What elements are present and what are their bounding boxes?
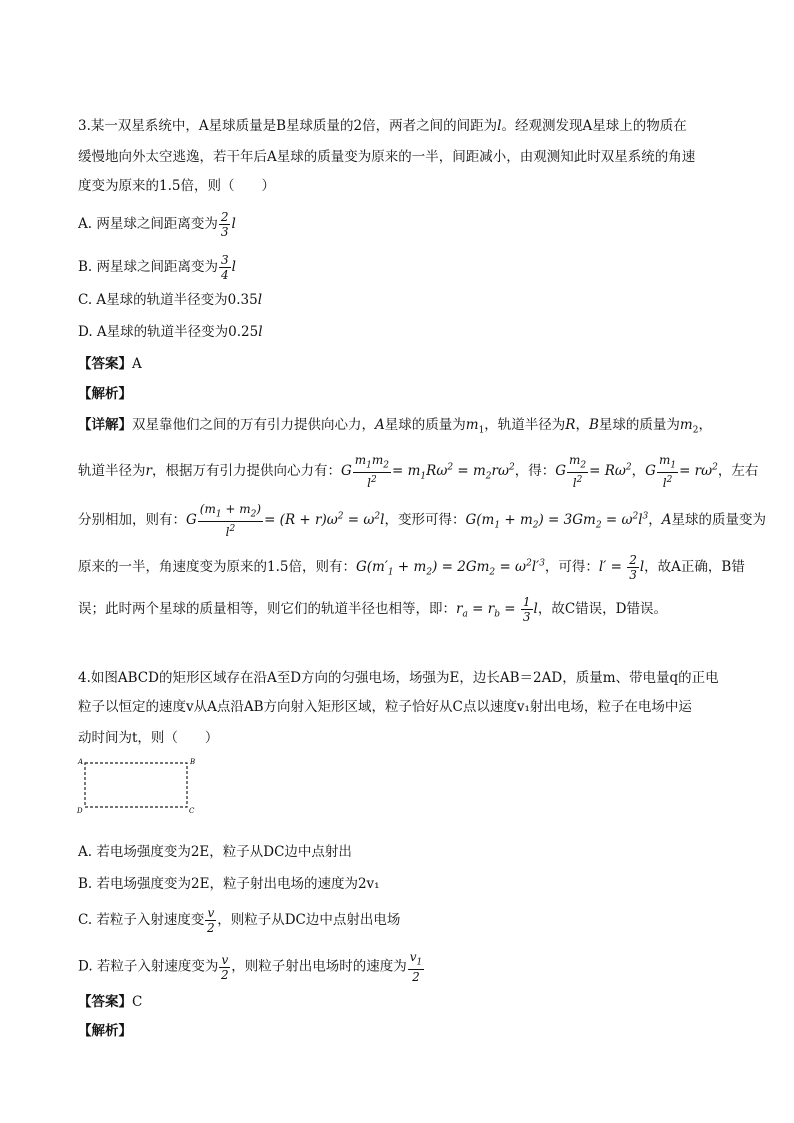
q4-option-c-text: C. 若粒子入射速度变 xyxy=(78,912,205,928)
q4-answer-value: C xyxy=(132,994,143,1010)
q4-stem-line2: 粒子以恒定的速度v从A点沿AB方向射入矩形区域，粒子恰好从C点以速度v₁射出电场，粒子在电场中运 xyxy=(78,699,692,715)
q3-detail-text: 星球的质量为 xyxy=(598,417,680,433)
q4-answer xyxy=(78,992,728,1012)
q3-stem-text-b: 。经观测发现A星球上的物质在 xyxy=(501,118,687,134)
q3-option-d-text: D. A星球的轨道半径变为0.25 xyxy=(78,324,259,340)
q3-detail-text: ，故C错误，D错误。 xyxy=(537,601,667,617)
q4-option-d: D. 若粒子入射速度变为 $\frac{v}{2}$ ，则粒子射出电场时的速度为 $\frac{v_1}{2}$ xyxy=(78,950,423,985)
q3-detail-text: ，可得： xyxy=(544,559,599,575)
q4-answer-label: 【答案】 xyxy=(78,994,132,1010)
q3-detail-text: 星球的质量变为 xyxy=(671,512,767,529)
q3-detail-line4: 原来的一半，角速度变为原来的1.5倍，则有：$G(m'_1 + m_2) = 2Gm_2 = \omega^2l'^3$，可得：l′ = $\frac{2}{3}$ l，故A正确，B错 xyxy=(78,553,745,582)
q3-option-a-text: A. 两星球之间距离变为 xyxy=(78,216,218,232)
q3-detail-text: 分别相加，则有： xyxy=(78,512,186,529)
q3-detail-text: 轨道半径为 xyxy=(78,463,146,480)
q3-detail-text: ，轨道半径为 xyxy=(484,417,566,433)
q3-answer-label: 【答案】 xyxy=(78,356,132,372)
label-d: D xyxy=(77,807,83,815)
q3-detail-text: ，根据万有引力提供向心力有： xyxy=(151,463,341,480)
q3-detail-text: 误；此时两个星球的质量相等，则它们的轨道半径也相等，即： xyxy=(78,601,456,617)
q3-detail-line5: 误；此时两个星球的质量相等，则它们的轨道半径也相等，即：$r_a = r_b$ = $\frac{1}{3}$ l，故C错误，D错误。 xyxy=(78,595,667,624)
q4-option-d-text-b: ，则粒子射出电场时的速度为 xyxy=(231,958,407,975)
q4-stem-line3: 动时间为t，则（ ） xyxy=(78,730,219,746)
q3-detail-line1: 【详解】双星靠他们之间的万有引力提供向心力，A星球的质量为$m_1$，轨道半径为R，B星球的质量为$m_2$， xyxy=(78,417,712,436)
q4-option-c: C. 若粒子入射速度变 $\frac{v}{2}$ ，则粒子从DC边中点射出电场 xyxy=(78,906,401,935)
q3-option-d: D. A星球的轨道半径变为0.25l xyxy=(78,324,263,340)
q3-stem-text: 3.某一双星系统中，A星球质量是B星球质量的2倍，两者之间的间距为 xyxy=(78,118,498,134)
q3-detail-label: 【详解】 xyxy=(78,417,132,433)
q3-detail-text: ，左右 xyxy=(717,463,759,480)
q3-option-c: C. A星球的轨道半径变为0.35l xyxy=(78,292,263,308)
q3-detail-text: 双星靠他们之间的万有引力提供向心力， xyxy=(132,417,375,433)
q3-option-c-text: C. A星球的轨道半径变为0.35 xyxy=(78,292,258,308)
q4-option-c-text-b: ，则粒子从DC边中点射出电场 xyxy=(217,912,401,928)
q3-detail-text: 原来的一半，角速度变为原来的1.5倍，则有： xyxy=(78,559,356,575)
q3-stem-line2: 缓慢地向外太空逃逸，若干年后A星球的质量变为原来的一半，间距减小，由观测知此时双星系统的角速 xyxy=(78,149,696,165)
q3-detail-text: ，得： xyxy=(514,463,556,480)
q3-detail-line2: 轨道半径为r，根据万有引力提供向心力有：G $\frac{m_1m_2}{l^2}$ = $m_1R\omega^2 = m_2r\omega^2$，得：G $\frac{m_2}{l^2}$ = $R\omega^2$，G $\frac{m_1}{l^2}$ = $r\omega^2$，左右 xyxy=(78,453,759,491)
q3-detail-text: ，变形可得： xyxy=(384,512,466,529)
rectangle-diagram xyxy=(76,757,206,815)
q3-stem-line1: 3.某一双星系统中，A星球质量是B星球质量的2倍，两者之间的间距为l。经观测发现A星球上的物质在 xyxy=(78,118,687,134)
q3-option-a: A. 两星球之间距离变为 $\frac{2}{3}$ l xyxy=(78,210,236,239)
q4-option-d-text: D. 若粒子入射速度变为 xyxy=(78,958,219,975)
q4-option-b: B. 若电场强度变为2E，粒子射出电场的速度为2v₁ xyxy=(78,876,380,892)
q3-answer xyxy=(78,354,728,374)
q3-detail-line3: 分别相加，则有：G $\frac{(m_1 + m_2)}{l^2}$ = $(R + r)\omega^2 = \omega^2l$，变形可得：$G(m_1 + m_2) = 3Gm_2 = \omega^2l^3$，A星球的质量变为 xyxy=(78,502,767,540)
q3-option-b: B. 两星球之间距离变为 $\frac{3}{4}$ l xyxy=(78,253,236,282)
q3-detail-text: ， xyxy=(575,417,589,433)
q3-detail-text: 星球的质量为 xyxy=(384,417,466,433)
q3-detail-text: ，故A正确，B错 xyxy=(644,559,745,575)
q4-option-a: A. 若电场强度变为2E，粒子从DC边中点射出 xyxy=(78,844,352,860)
q3-answer-value: A xyxy=(132,356,142,372)
label-a: A xyxy=(78,758,84,766)
q3-stem-line3: 度变为原来的1.5倍，则（ ） xyxy=(78,178,275,194)
q3-option-b-text: B. 两星球之间距离变为 xyxy=(78,259,219,275)
rectangle-abcd xyxy=(85,763,187,807)
label-b: B xyxy=(190,758,196,766)
q3-analysis-label: 【解析】 xyxy=(78,386,132,402)
q3-detail-text: ， xyxy=(648,512,662,529)
label-c: C xyxy=(189,807,195,815)
q4-stem-line1: 4.如图ABCD的矩形区域存在沿A至D方向的匀强电场，场强为E，边长AB＝2AD，质量m、带电量q的正电 xyxy=(78,670,719,686)
q4-analysis-label: 【解析】 xyxy=(78,1023,132,1039)
